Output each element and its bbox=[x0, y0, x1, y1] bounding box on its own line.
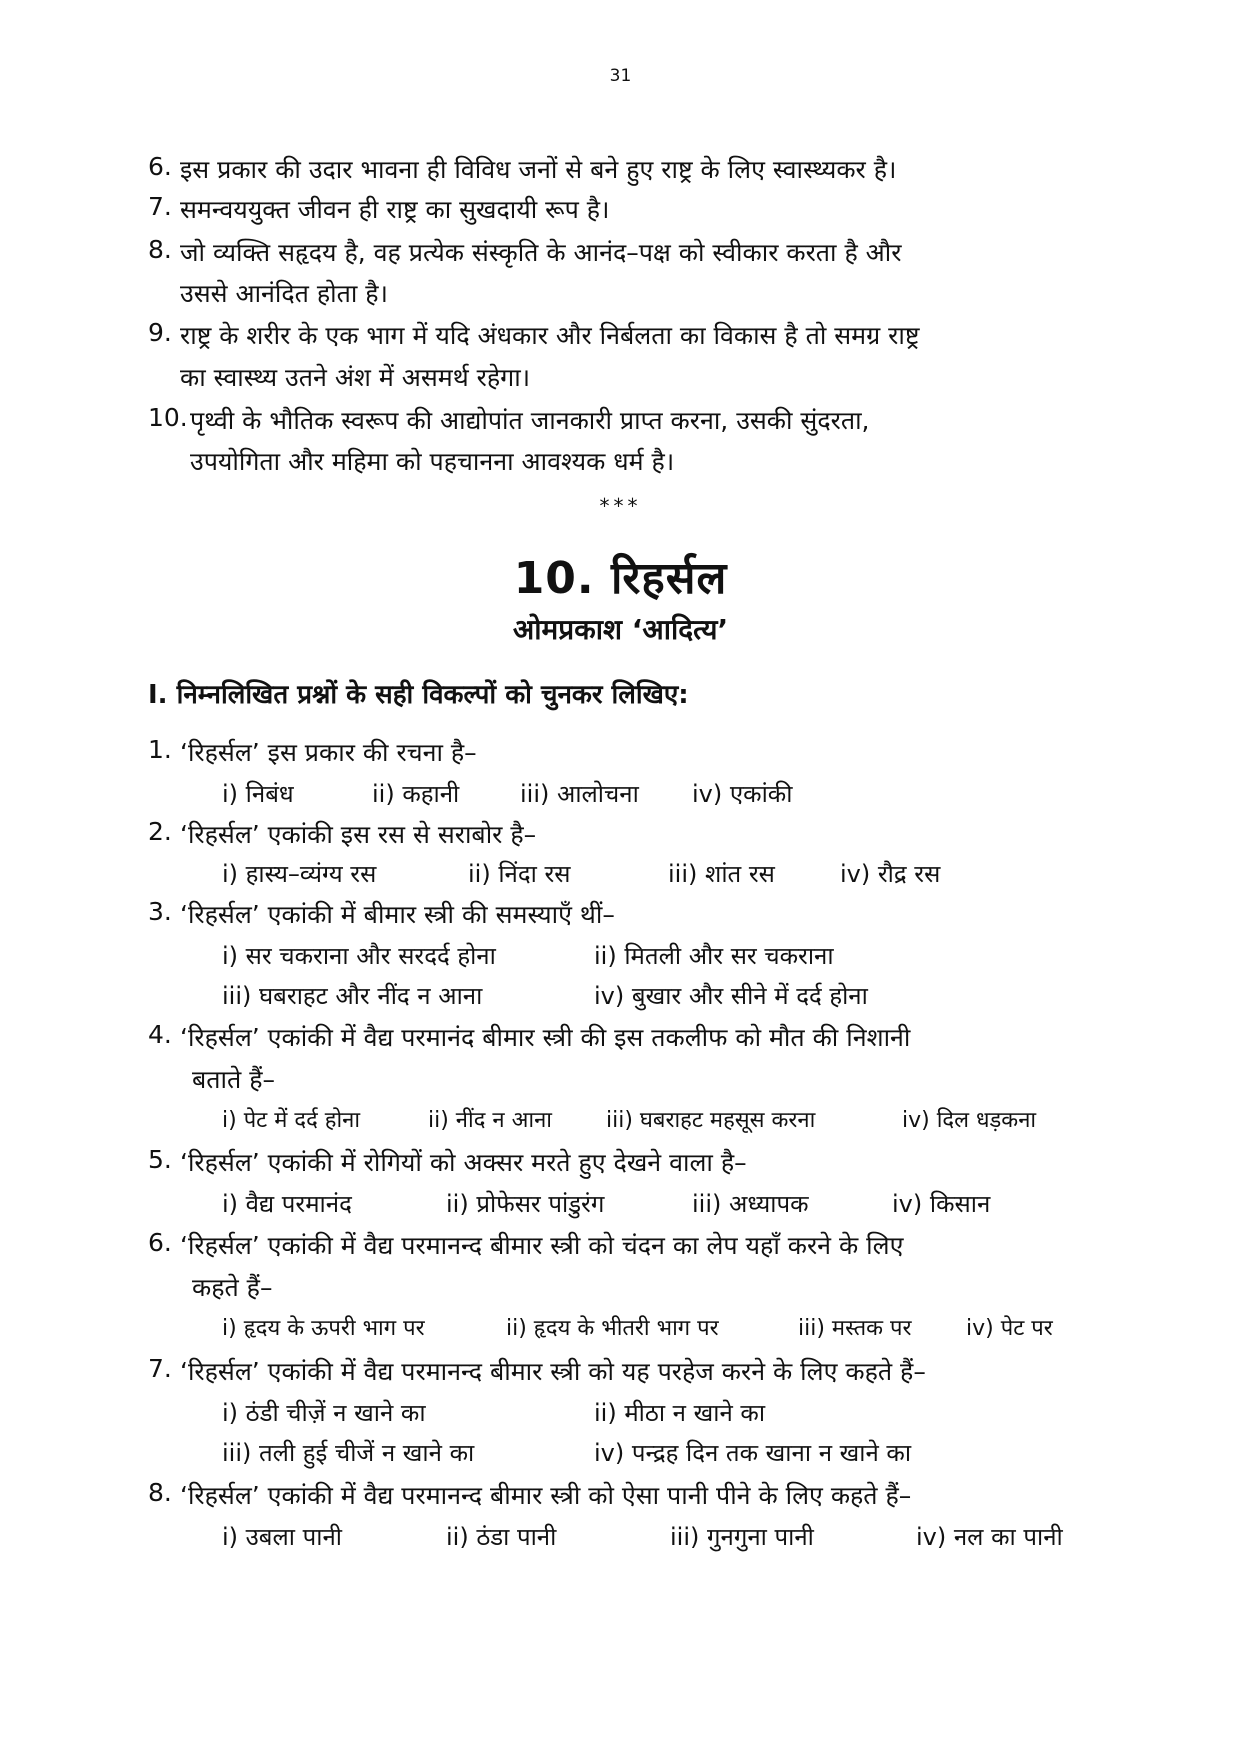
section-heading: I. निम्नलिखित प्रश्नों के सही विकल्पों को चुनकर लिखिए: bbox=[148, 680, 689, 710]
point-text: राष्ट्र के शरीर के एक भाग में यदि अंधकार और निर्बलता का विकास है तो समग्र राष्ट्र bbox=[180, 321, 920, 350]
question-text: कहते हैं– bbox=[192, 1273, 273, 1302]
question-text: ‘रिहर्सल’ एकांकी में रोगियों को अक्सर मरते हुए देखने वाला है– bbox=[180, 1148, 747, 1177]
option: iv) किसान bbox=[892, 1190, 991, 1218]
option: i) ठंडी चीज़ें न खाने का bbox=[222, 1399, 426, 1427]
option: ii) निंदा रस bbox=[468, 860, 571, 888]
point-number: 8. bbox=[148, 235, 172, 264]
option: iv) रौद्र रस bbox=[840, 860, 941, 888]
option: i) हृदय के ऊपरी भाग पर bbox=[222, 1316, 425, 1341]
point-text: पृथ्वी के भौतिक स्वरूप की आद्योपांत जानकारी प्राप्त करना, उसकी सुंदरता, bbox=[190, 406, 870, 435]
section-divider: *** bbox=[599, 494, 642, 518]
question-text: ‘रिहर्सल’ एकांकी इस रस से सराबोर है– bbox=[180, 820, 537, 849]
question-number: 5. bbox=[148, 1145, 172, 1174]
option: iv) एकांकी bbox=[692, 780, 793, 808]
option: iii) घबराहट और नींद न आना bbox=[222, 982, 483, 1010]
option: iv) दिल धड़कना bbox=[902, 1108, 1037, 1133]
point-text: उपयोगिता और महिमा को पहचानना आवश्यक धर्म है। bbox=[190, 447, 675, 476]
option: iii) अध्यापक bbox=[692, 1190, 809, 1218]
option: iii) आलोचना bbox=[520, 780, 639, 808]
point-text: उससे आनंदित होता है। bbox=[180, 279, 388, 308]
option: i) हास्य–व्यंग्य रस bbox=[222, 860, 377, 888]
option: ii) हृदय के भीतरी भाग पर bbox=[506, 1316, 719, 1341]
option: iv) बुखार और सीने में दर्द होना bbox=[594, 982, 868, 1010]
question-text: ‘रिहर्सल’ एकांकी में बीमार स्त्री की समस्याएँ थीं– bbox=[180, 900, 615, 929]
point-number: 7. bbox=[148, 192, 172, 221]
question-text: बताते हैं– bbox=[192, 1065, 275, 1094]
point-number: 6. bbox=[148, 152, 172, 181]
question-number: 3. bbox=[148, 897, 172, 926]
chapter-author: ओमप्रकाश ‘आदित्य’ bbox=[512, 613, 729, 646]
option: iv) पेट पर bbox=[966, 1316, 1053, 1341]
option: iii) मस्तक पर bbox=[798, 1316, 912, 1341]
question-text: ‘रिहर्सल’ एकांकी में वैद्य परमानन्द बीमार स्त्री को यह परहेज करने के लिए कहते हैं– bbox=[180, 1357, 926, 1386]
question-text: ‘रिहर्सल’ एकांकी में वैद्य परमानंद बीमार स्त्री की इस तकलीफ को मौत की निशानी bbox=[180, 1023, 911, 1052]
option: i) पेट में दर्द होना bbox=[222, 1108, 361, 1133]
option: iii) शांत रस bbox=[668, 860, 775, 888]
point-text: इस प्रकार की उदार भावना ही विविध जनों से बने हुए राष्ट्र के लिए स्वास्थ्यकर है। bbox=[180, 155, 897, 184]
option: iii) गुनगुना पानी bbox=[670, 1523, 814, 1551]
option: ii) कहानी bbox=[372, 780, 460, 808]
option: ii) नींद न आना bbox=[428, 1108, 552, 1133]
question-number: 7. bbox=[148, 1354, 172, 1383]
option: ii) मितली और सर चकराना bbox=[594, 942, 834, 970]
page-number: 31 bbox=[609, 66, 632, 86]
question-text: ‘रिहर्सल’ एकांकी में वैद्य परमानन्द बीमार स्त्री को ऐसा पानी पीने के लिए कहते हैं– bbox=[180, 1481, 912, 1510]
point-text: का स्वास्थ्य उतने अंश में असमर्थ रहेगा। bbox=[180, 363, 531, 392]
option: iv) पन्द्रह दिन तक खाना न खाने का bbox=[594, 1439, 912, 1467]
option: i) निबंध bbox=[222, 780, 294, 808]
chapter-title: 10. रिहर्सल bbox=[513, 553, 728, 604]
point-number: 9. bbox=[148, 318, 172, 347]
option: i) वैद्य परमानंद bbox=[222, 1190, 352, 1218]
option: iv) नल का पानी bbox=[916, 1523, 1063, 1551]
question-number: 2. bbox=[148, 817, 172, 846]
question-number: 4. bbox=[148, 1020, 172, 1049]
point-number: 10. bbox=[148, 403, 188, 432]
point-text: समन्वययुक्त जीवन ही राष्ट्र का सुखदायी रूप है। bbox=[180, 195, 610, 224]
option: ii) प्रोफेसर पांडुरंग bbox=[446, 1190, 605, 1218]
option: ii) मीठा न खाने का bbox=[594, 1399, 766, 1427]
option: iii) तली हुई चीजें न खाने का bbox=[222, 1439, 475, 1467]
question-number: 1. bbox=[148, 735, 172, 764]
option: i) उबला पानी bbox=[222, 1523, 343, 1551]
question-number: 6. bbox=[148, 1228, 172, 1257]
option: iii) घबराहट महसूस करना bbox=[606, 1108, 816, 1133]
point-text: जो व्यक्ति सहृदय है, वह प्रत्येक संस्कृति के आनंद–पक्ष को स्वीकार करता है और bbox=[180, 238, 902, 267]
question-number: 8. bbox=[148, 1478, 172, 1507]
question-text: ‘रिहर्सल’ एकांकी में वैद्य परमानन्द बीमार स्त्री को चंदन का लेप यहाँ करने के लिए bbox=[180, 1231, 904, 1260]
question-text: ‘रिहर्सल’ इस प्रकार की रचना है– bbox=[180, 738, 477, 767]
option: i) सर चकराना और सरदर्द होना bbox=[222, 942, 496, 970]
option: ii) ठंडा पानी bbox=[446, 1523, 557, 1551]
